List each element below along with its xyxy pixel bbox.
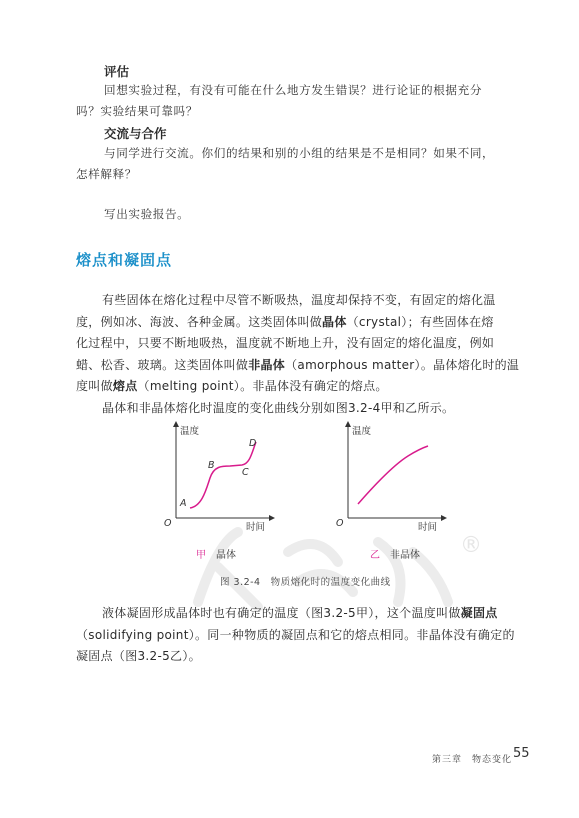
exchange-line-2: 怎样解释？ [76,167,137,181]
para1-line-4a: 蜡、松香、玻璃。这类固体叫做 [76,357,249,372]
eval-line-2: 吗？实验结果可靠吗？ [76,104,198,118]
amorphous-melting-graph [332,420,452,540]
right-x-label: 时间 [418,522,438,533]
eval-heading: 评估 [104,64,130,79]
solidifying-paragraph [76,603,531,668]
term-amorphous: 非晶体 [248,357,286,372]
para3-line-3: 凝固点（图3.2-5乙）。 [76,649,201,663]
point-a-label: A [180,498,187,509]
amorphous-curve [358,446,428,504]
para3-line-1: 液体凝固形成晶体时也有确定的温度（图3.2-5甲），这个温度叫做 [102,606,461,620]
right-subcaption-mark: 乙 [370,550,380,561]
para1-line-5b: （melting point）。非晶体没有确定的熔点。 [137,379,388,393]
para1-line-2: 度，例如冰、海波、各种金属。这类固体叫做 [76,314,323,329]
exchange-paragraph [76,143,536,185]
right-subcaption-text: 非晶体 [390,550,420,561]
exchange-heading: 交流与合作 [104,126,167,141]
term-melting-point: 熔点 [112,379,138,393]
left-origin-label: O [164,518,172,529]
registered-mark: ® [460,533,482,558]
eval-paragraph [76,80,536,122]
para3-line-2: （solidifying point）。同一种物质的凝固点和它的熔点相同。非晶体没有确定的 [76,627,515,642]
para1-line-5a: 度叫做 [76,379,113,393]
eval-line-1: 回想实验过程，有没有可能在什么地方发生错误？进行论证的根据充分 [104,83,483,97]
right-origin-label: O [336,518,344,529]
crystal-melting-graph [160,420,280,540]
point-d-label: D [249,438,257,449]
para1-line-1: 有些固体在熔化过程中尽管不断吸热，温度却保持不变，有固定的熔化温 [102,293,496,307]
right-y-label: 温度 [352,426,372,437]
chapter-footer: 第三章 物态变化 [432,755,513,765]
left-subcaption-text: 晶体 [216,550,236,561]
para1-line-3: 化过程中，只要不断地吸热，温度就不断地上升，没有固定的熔化温度，例如 [76,336,495,350]
definition-paragraph [76,290,531,419]
left-y-label: 温度 [180,426,200,437]
left-subcaption [196,546,236,561]
term-solidifying-point: 凝固点 [460,606,498,620]
right-subcaption [370,546,420,561]
point-b-label: B [208,460,215,471]
section-title: 熔点和凝固点 [76,251,173,269]
para1-line-2b: （crystal）；有些固体在熔 [346,314,494,329]
term-crystal: 晶体 [322,314,347,329]
page-number: 55 [513,746,530,761]
figure-caption: 图 3.2-4 物质熔化时的温度变化曲线 [220,577,391,588]
left-x-label: 时间 [246,522,266,533]
para1-line-4b: （amorphous matter）。晶体熔化时的温 [285,357,520,372]
para2-line: 晶体和非晶体熔化时温度的变化曲线分别如图3.2-4甲和乙所示。 [102,400,455,415]
left-subcaption-mark: 甲 [196,550,206,561]
report-line: 写出实验报告。 [104,207,190,221]
exchange-line-1: 与同学进行交流。你们的结果和别的小组的结果是不是相同？如果不同， [104,146,495,160]
point-c-label: C [242,467,249,478]
